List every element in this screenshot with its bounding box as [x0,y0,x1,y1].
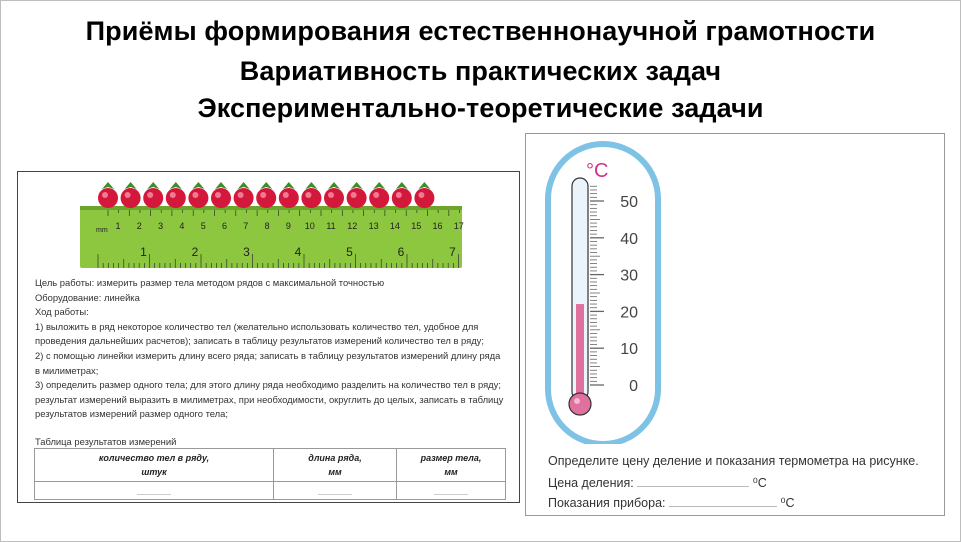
ruler-mm-label: 9 [285,221,291,231]
ruler-mm-label: 7 [243,221,249,231]
task-line: Оборудование: линейка [35,291,140,303]
results-table-title: Таблица результатов измерений [35,436,177,447]
ruler-cm-label: 5 [346,245,353,259]
berry-highlight [170,192,176,198]
task-line: Ход работы: [35,306,89,318]
ruler-mm-label: 10 [304,221,315,231]
berry-highlight [418,192,424,198]
thermometer-scale-label: 40 [620,230,638,248]
task-line: проведения дальнейших расчетов); записать в таблицу результатов измерений количество тел в ряду; [35,335,484,347]
thermometer-bulb-highlight [574,398,580,404]
ruler-cm-label: 7 [449,245,456,259]
berry-highlight [396,192,402,198]
berry-highlight [373,192,379,198]
thermometer-unit: °C [586,160,609,182]
ruler-mm-label: 15 [411,221,422,231]
berry [347,188,367,208]
thermometer-question: Определите цену деление и показания термометра на рисунке. [548,454,919,468]
thermometer-image [526,134,944,444]
berry [234,188,254,208]
ruler-mm-label: 2 [136,221,142,231]
ruler-mm-label: 5 [200,221,206,231]
division-label: Цена деления: [548,476,634,490]
task-line: 3) определить размер одного тела; для этого длину ряда необходимо разделить на количество тел в ряду; [35,379,501,391]
berry [324,188,344,208]
task-line: 1) выложить в ряд некоторое количество тел (желательно использовать количество тел, удобное для [35,320,479,332]
task-line: в милиметрах; [35,364,99,376]
thermometer-liquid [576,304,584,399]
berry-highlight [147,192,153,198]
thermometer-case [548,144,658,444]
berry [211,188,231,208]
berry-leaf [283,182,295,189]
berry-highlight [192,192,198,198]
thermometer-scale-label: 30 [620,267,638,285]
slide-title-line-2: Вариативность практических задач [239,56,722,86]
berry-leaf [418,182,430,189]
table-header-length: длина ряда, мм [274,449,397,482]
thermometer-scale-label: 0 [629,378,638,395]
berry-highlight [283,192,289,198]
berry-highlight [238,192,244,198]
table-header-size: размер тела, мм [397,449,506,482]
ruler-mm-label: 14 [389,221,400,231]
thermometer-scale-label: 20 [620,304,638,322]
task-card [17,171,520,503]
berry [301,188,321,208]
thermometer-bulb [569,393,591,415]
berry [392,188,412,208]
results-table [34,448,506,500]
berry-highlight [305,192,311,198]
reading-label: Показания прибора: [548,496,666,510]
ruler-mm-label: 17 [453,221,464,231]
task-line: 2) с помощью линейки измерить длину всего ряда; записать в таблицу результатов измерений длину ряда [35,349,501,361]
reading-field [548,494,795,510]
reading-input[interactable] [669,494,777,507]
berry-highlight [215,192,221,198]
berry-leaf [328,182,340,189]
berry [414,188,434,208]
berry-leaf [305,182,317,189]
berry-leaf [351,182,363,189]
berry-leaf [147,182,159,189]
berry-leaf [102,182,114,189]
berry [279,188,299,208]
berry-highlight [260,192,266,198]
ruler-mm-label: 6 [221,221,228,231]
division-input[interactable] [637,474,749,487]
ruler-body [80,206,462,268]
berry-highlight [328,192,334,198]
thermometer-scale-label: 10 [620,341,638,359]
ruler-mm-label: 12 [347,221,358,231]
ruler-cm-label: 4 [294,245,302,259]
berry-highlight [125,192,131,198]
berry-highlight [351,192,357,198]
ruler-cm-label: 6 [397,245,405,259]
table-header-count: количество тел в ряду, штук [35,449,274,482]
thermometer-scale-label: 50 [620,194,638,211]
ruler-mm-label: 1 [115,221,121,231]
division-field [548,474,767,490]
ruler-mm-label: 3 [158,221,164,231]
table-cell-count[interactable] [35,482,274,500]
ruler-mm-label: 16 [432,221,443,231]
table-cell-length[interactable] [274,482,397,500]
berry [256,188,276,208]
ruler-with-berries-image [78,174,468,270]
task-description [35,276,505,422]
berry-leaf [192,182,204,189]
berry-leaf [373,182,385,189]
table-cell-size[interactable] [397,482,506,500]
division-unit: ⁰С [752,476,767,490]
berry [188,188,208,208]
ruler-cm-label: 1 [140,245,147,259]
ruler-cm-label: 3 [243,245,250,259]
berry-leaf [396,182,408,189]
reading-unit: ⁰С [780,496,795,510]
ruler-mm-label: 4 [179,221,185,231]
berry [121,188,141,208]
berry-leaf [170,182,182,189]
berry-leaf [238,182,250,189]
berry-leaf [125,182,137,189]
task-line: результатов измерений размер одного тела; [35,408,228,420]
thermometer-card [525,133,945,516]
berry [98,188,118,208]
slide-title-line-1: Приёмы формирования естественнонаучной грамотности [85,16,876,46]
berry [166,188,186,208]
ruler-mm-label: 13 [368,221,379,231]
slide-title-line-3: Экспериментально-теоретические задачи [197,93,764,123]
ruler-mm-unit: mm [96,227,108,234]
ruler-cm-label: 2 [191,245,199,259]
ruler-mm-label: 11 [326,221,336,231]
berry-leaf [260,182,272,189]
berry [369,188,389,208]
ruler-mm-label: 8 [264,221,270,231]
berry-highlight [102,192,108,198]
task-line: Цель работы: измерить размер тела методом рядов с максимальной точностью [35,277,385,288]
task-line: результат измерений выразить в милиметрах, при необходимости, округлить до целых, записать в таблицу [35,393,504,405]
berry-leaf [215,182,227,189]
berry [143,188,163,208]
